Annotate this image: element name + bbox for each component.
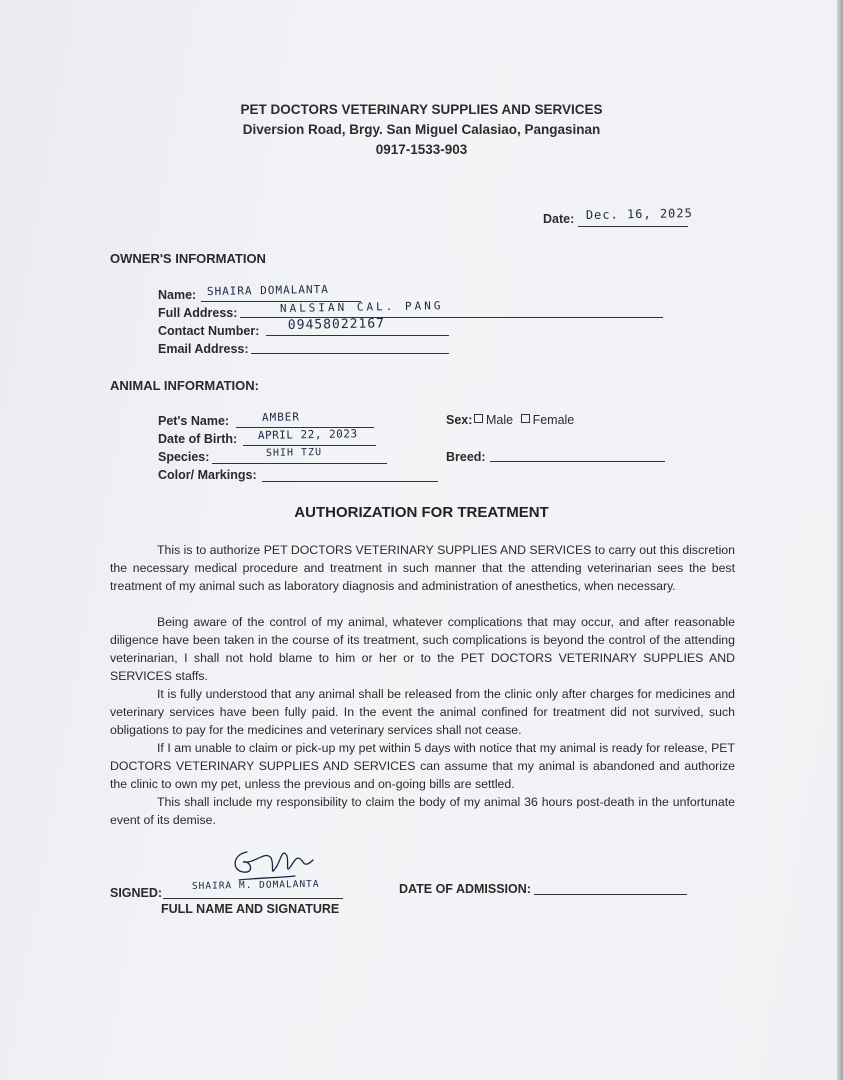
date-line[interactable] xyxy=(578,226,688,227)
sex-label: Sex: xyxy=(446,413,473,427)
paper-edge-shadow xyxy=(837,0,843,1080)
paragraph-1: This is to authorize PET DOCTORS VETERINARY SUPPLIES AND SERVICES to carry out this discretion the necessary medical procedure and treatment in such manner that the attending veterinarian sees the best treatment of my animal such as laboratory diagnosis and administration of anesthetics, when necessary. xyxy=(110,543,735,593)
signature-line[interactable] xyxy=(163,898,343,899)
owner-section-title: OWNER'S INFORMATION xyxy=(110,251,266,266)
owner-name-value: SHAIRA DOMALANTA xyxy=(206,282,329,298)
breed-line[interactable] xyxy=(490,461,665,462)
paragraph-4: If I am unable to claim or pick-up my pet within 5 days with notice that my animal is ready for release, PET DOCTORS VETERINARY SUPPLIES AND SERVICES can assume that my animal is abandoned and authorize the clinic to own my pet, unless the previous and on-going bills are settled. xyxy=(110,741,735,791)
owner-name-label: Name: xyxy=(158,288,197,302)
company-address: Diversion Road, Brgy. San Miguel Calasiao, Pangasinan xyxy=(242,122,601,137)
date-value: Dec. 16, 2025 xyxy=(585,206,693,222)
sex-options xyxy=(470,413,574,427)
animal-section-title: ANIMAL INFORMATION: xyxy=(110,378,259,393)
owner-email-line[interactable] xyxy=(251,353,449,354)
paragraph-3: It is fully understood that any animal shall be released from the clinic only after charges for medicines and veterinary services have been fully paid. In the event the animal confined for treatment did not survived, such obligations to pay for the medicines and veterinary services shall not cease. xyxy=(110,687,735,737)
owner-contact-value: 09458022167 xyxy=(287,316,386,333)
owner-contact-label: Contact Number: xyxy=(158,324,260,338)
signature-stroke xyxy=(235,852,313,880)
authorization-title: AUTHORIZATION FOR TREATMENT xyxy=(294,504,549,521)
admission-line[interactable] xyxy=(534,894,687,895)
date-label: Date: xyxy=(543,212,575,226)
species-line[interactable] xyxy=(212,463,387,464)
paragraph-2: Being aware of the control of my animal, whatever complications that may occur, and after reasonable diligence have been taken in the course of its treatment, such complications is beyond the control of the attending veterinarian, I shall not hold blame to him or her or to the PET DOCTORS VETERINARY SUPPLIES AND SERVICES staffs. xyxy=(110,615,735,683)
signed-label: SIGNED: xyxy=(110,886,163,900)
color-line[interactable] xyxy=(262,481,438,482)
sex-female-label: Female xyxy=(532,413,575,427)
owner-address-value: NALSIAN CAL. PANG xyxy=(279,299,444,315)
paragraph-5: This shall include my responsibility to claim the body of my animal 36 hours post-death in the unfortunate event of its demise. xyxy=(110,795,735,827)
sex-male-label: Male xyxy=(486,413,514,427)
admission-label: DATE OF ADMISSION: xyxy=(399,882,531,896)
breed-label: Breed: xyxy=(446,450,486,464)
owner-contact-line[interactable] xyxy=(266,335,449,336)
color-label: Color/ Markings: xyxy=(158,468,257,482)
pet-name-value: AMBER xyxy=(261,410,301,424)
sex-female-checkbox[interactable] xyxy=(521,414,530,423)
signed-name: SHAIRA M. DOMALANTA xyxy=(191,878,320,892)
signature-caption: FULL NAME AND SIGNATURE xyxy=(161,902,340,916)
species-value: SHIH TZU xyxy=(265,447,323,459)
sex-male-checkbox[interactable] xyxy=(474,414,483,423)
dob-value: APRIL 22, 2023 xyxy=(257,427,358,442)
owner-email-label: Email Address: xyxy=(158,342,249,356)
species-label: Species: xyxy=(158,450,210,464)
company-name: PET DOCTORS VETERINARY SUPPLIES AND SERVICES xyxy=(240,102,603,117)
company-phone: 0917-1533-903 xyxy=(375,142,468,157)
dob-label: Date of Birth: xyxy=(158,432,238,446)
pet-name-label: Pet's Name: xyxy=(158,414,230,428)
owner-address-label: Full Address: xyxy=(158,306,238,320)
dob-line[interactable] xyxy=(243,445,376,446)
